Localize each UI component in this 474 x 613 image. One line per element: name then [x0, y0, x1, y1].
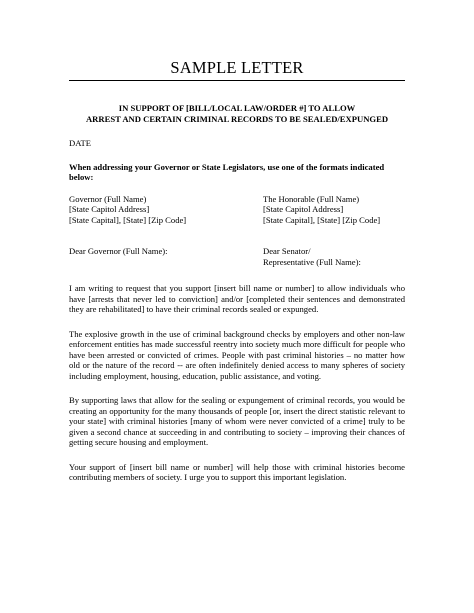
legislator-salutation-line-1: Dear Senator/	[263, 246, 311, 256]
subject-line-1: IN SUPPORT OF [BILL/LOCAL LAW/ORDER #] TO ALLOW	[118, 103, 356, 113]
page-title: SAMPLE LETTER	[69, 58, 405, 81]
salutation-block	[69, 246, 405, 267]
instructions-text: When addressing your Governor or State Legislators, use one of the formats indicated below:	[69, 161, 385, 182]
letter-page	[69, 58, 405, 483]
body-paragraph-3: By supporting laws that allow for the sealing or expungement of criminal records, you would be creating an opportunity for the many thousands of people [or, insert the direct statistic relevant to your state] with criminal histories [many of whom were never convicted of a crime] truly to be given a second chance at succeeding in and contributing to society – improving their chances of getting secure housing and employment.	[69, 395, 405, 447]
governor-salutation-line: Dear Governor (Full Name):	[69, 246, 168, 256]
governor-address-line-1: Governor (Full Name)	[69, 193, 147, 204]
legislator-address-line-3: [State Capital], [State] [Zip Code]	[263, 214, 381, 225]
legislator-address	[263, 194, 405, 226]
legislator-address-line-2: [State Capitol Address]	[263, 204, 344, 214]
governor-address	[69, 194, 263, 226]
subject-heading	[69, 103, 405, 124]
governor-address-line-3: [State Capital], [State] [Zip Code]	[69, 214, 187, 225]
subject-line-2: ARREST AND CERTAIN CRIMINAL RECORDS TO BE SEALED/EXPUNGED	[85, 113, 389, 124]
body-paragraph-2: The explosive growth in the use of criminal background checks by employers and other non-law enforcement entities has made successful reentry into society much more difficult for people who have been arrested or convicted of crimes. People with past criminal histories – no matter how old or the nature of the record -- are often indefinitely denied access to many spheres of society including employment, housing, education, public assistance, and voting.	[69, 328, 405, 381]
address-block	[69, 194, 405, 226]
governor-salutation	[69, 246, 263, 267]
date-label: DATE	[69, 138, 91, 148]
legislator-salutation	[263, 246, 405, 267]
body-paragraph-1: I am writing to request that you support [insert bill name or number] to allow individuals who have [arrests that never led to conviction] and/or [completed their sentences and demonstrated they are rehabilitated] to have their criminal records sealed or expunged.	[69, 283, 405, 314]
legislator-address-line-1: The Honorable (Full Name)	[263, 193, 360, 204]
governor-address-line-2: [State Capitol Address]	[69, 204, 150, 214]
legislator-salutation-line-2: Representative (Full Name):	[263, 256, 361, 267]
body-paragraph-4: Your support of [insert bill name or number] will help those with criminal histories become contributing members of society. I urge you to support this important legislation.	[69, 461, 405, 482]
